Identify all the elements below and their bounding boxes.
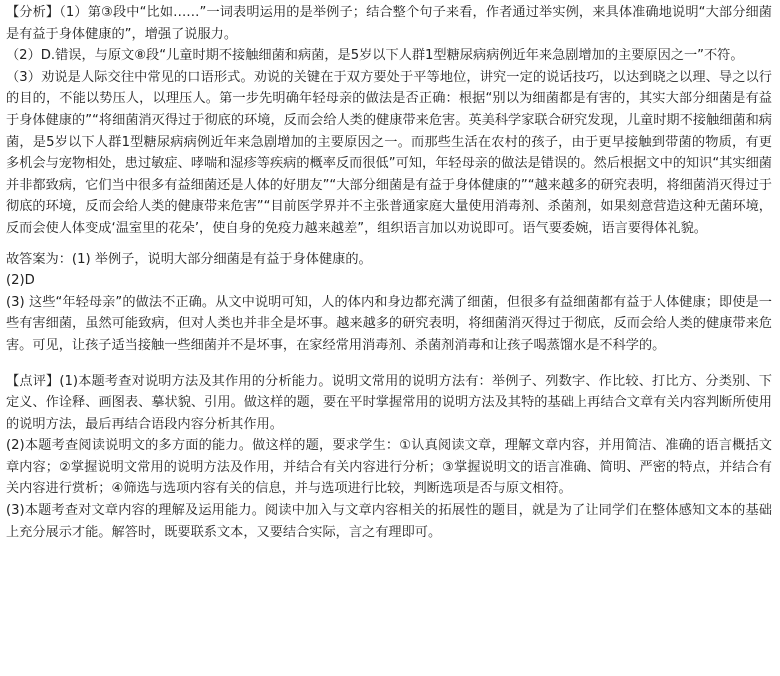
- comment-paragraph-1: 【点评】(1)本题考查对说明方法及其作用的分析能力。说明文常用的说明方法有：举例子、列数字、作比较、打比方、分类别、下定义、作诠释、画图表、摹状貌、引用。做这样的题，要在平时掌握常用的说明方法及其特的基础上再结合文章有关内容判断所使用的说明方法，最后再结合语段内容分析其作用。: [6, 373, 772, 432]
- analysis-paragraph-2: （2）D.错误，与原文⑧段“儿童时期不接触细菌和病菌，是5岁以下人群1型糖尿病病例近年来急剧增加的主要原因之一”不符。: [6, 48, 744, 64]
- answer-line-2: (2)D: [6, 273, 35, 289]
- spacer: [6, 240, 772, 249]
- analysis-section: [6, 2, 772, 240]
- analysis-paragraph-1: 【分析】（1）第③段中“比如……”一词表明运用的是举例子；结合整个句子来看，作者通过举实例，来具体准确地说明“大部分细菌是有益于身体健康的”，增强了说服力。: [6, 5, 772, 42]
- analysis-paragraph-3: （3）劝说是人际交往中常见的口语形式。劝说的关键在于双方要处于平等地位，讲究一定的说话技巧，以达到晓之以理、导之以行的目的，不能以势压人，以理压人。第一步先明确年轻母亲的做法是否正确：根据“别以为细菌都是有害的，其实大部分细菌是有益于身体健康的”“将细菌消灭得过于彻底的环境，反而会给人类的健康带来危害。英美科学家联合研究发现，儿童时期不接触细菌和病菌，是5岁以下人群1型糖尿病病例近年来急剧增加的主要原因之一。而那些生活在农村的孩子，由于更早接触到带菌的物质，有更多机会与宠物相处，患过敏症、哮喘和湿疹等疾病的概率反而很低”可知，年轻母亲的做法是错误的。然后根据文中的知识“其实细菌并非都致病，它们当中很多有益细菌还是人体的好朋友”“大部分细菌是有益于身体健康的”“越来越多的研究表明，将细菌消灭得过于彻底的环境，反而会给人类的健康带来危害”“目前医学界并不主张普通家庭大量使用消毒剂、杀菌剂，如果刻意营造这种无菌环境，反而会使人体变成‘温室里的花朵’，使自身的免疫力越来越差”，组织语言加以劝说即可。语气要委婉，语言要得体礼貌。: [6, 69, 772, 236]
- answer-line-1: 故答案为：(1) 举例子，说明大部分细菌是有益于身体健康的。: [6, 251, 372, 267]
- answer-section: [6, 249, 772, 357]
- comment-section: [6, 371, 772, 544]
- comment-paragraph-3: (3)本题考查对文章内容的理解及运用能力。阅读中加入与文章内容相关的拓展性的题目，就是为了让同学们在整体感知文本的基础上充分展示才能。解答时，既要联系文本，又要结合实际，言之有理即可。: [6, 503, 772, 540]
- comment-paragraph-2: (2)本题考查阅读说明文的多方面的能力。做这样的题，要求学生：①认真阅读文章，理解文章内容，并用简洁、准确的语言概括文章内容；②掌握说明文常用的说明方法及作用，并结合有关内容进行分析；③掌握说明文的语言准确、简明、严密的特点，并结合有关内容进行赏析；④筛选与选项内容有关的信息，并与选项进行比较，判断选项是否与原文相符。: [6, 438, 772, 497]
- answer-line-3: (3) 这些“年轻母亲”的做法不正确。从文中说明可知，人的体内和身边都充满了细菌，但很多有益细菌都有益于人体健康；即使是一些有害细菌，虽然可能致病，但对人类也并非全是坏事。越来越多的研究表明，将细菌消灭得过于彻底，反而会给人类的健康带来危害。可见，让孩子适当接触一些细菌并不是坏事，在家经常用消毒剂、杀菌剂消毒和让孩子喝蒸馏水是不科学的。: [6, 294, 772, 353]
- spacer: [6, 357, 772, 371]
